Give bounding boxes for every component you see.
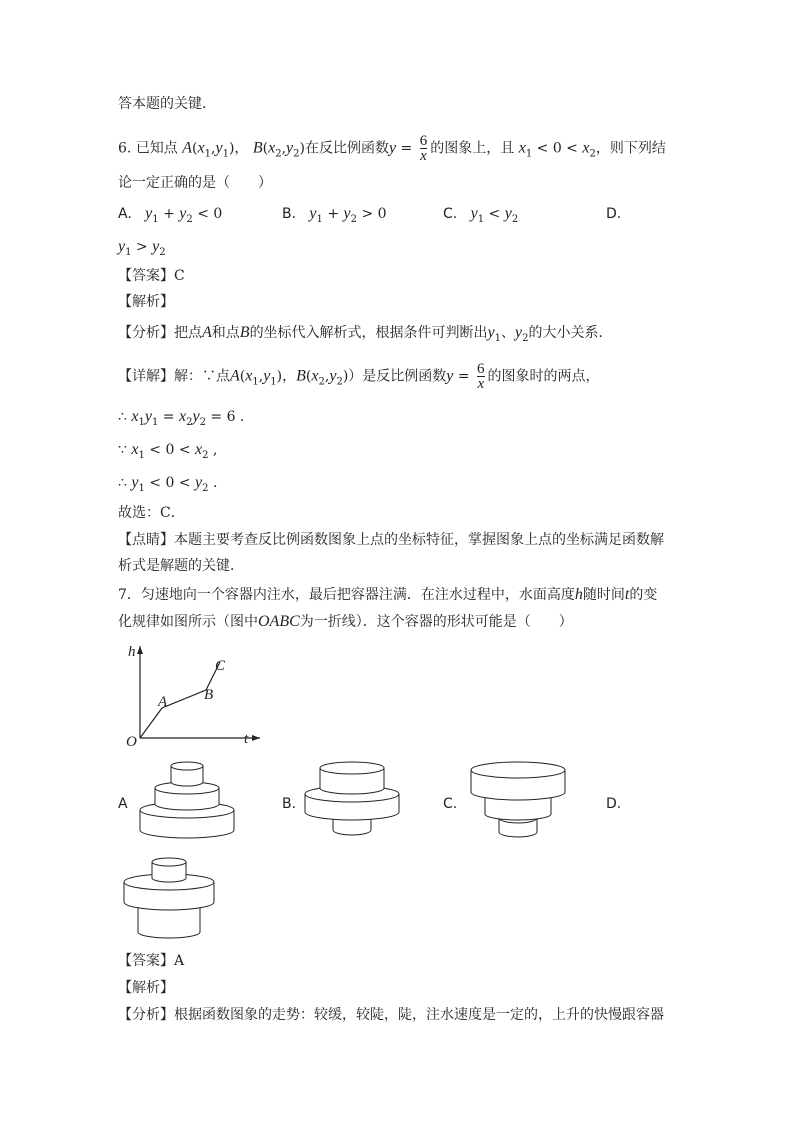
q7-option-c-label: C. [443, 796, 458, 812]
fraction-6-over-x-2: $\frac{6}{x}$ [477, 361, 485, 392]
container-option-d [120, 856, 220, 946]
q6-xiangjie: 【详解】解：∵点$A(x_1,y_1)$，$B(x_2,y_2)$）是反比例函数y = $\frac{6}{x}$ 的图象时的两点， [118, 361, 600, 392]
q7-option-d-label: D. [606, 796, 622, 812]
q7-stem-line2: 化规律如图所示（图中OABC为一折线）．这个容器的形状可能是（ ） [118, 613, 573, 630]
q6-option-d-content: $y_1 > y_2$ [118, 238, 166, 258]
water-height-graph [120, 640, 270, 748]
q6-option-a: A. $y_1 + y_2 < 0$ [118, 205, 223, 225]
container-option-b [303, 758, 403, 848]
q6-option-d: D. [606, 206, 622, 222]
q6-dianjing-2: 析式是解题的关键． [118, 558, 244, 574]
prev-answer-line: 答本题的关键． [118, 96, 216, 112]
graph-label-c: C [215, 658, 226, 674]
graph-label-t: t [244, 731, 249, 747]
q6-jiexi: 【解析】 [118, 294, 174, 310]
q7-stem-line1: 7．匀速地向一个容器内注水，最后把容器注满．在注水过程中，水面高度h随时间t的变 [118, 586, 658, 603]
q6-fenxi: 【分析】把点A和点B的坐标代入解析式，根据条件可判断出$y_1$、$y_2$的大小关系． [118, 324, 613, 344]
q6-option-c: C. $y_1 < y_2$ [443, 205, 519, 225]
graph-label-a: A [158, 694, 168, 710]
q7-option-a-label: A [118, 796, 128, 812]
q6-answer: 【答案】C [118, 268, 185, 284]
q6-guxuan: 故选：C． [118, 505, 185, 521]
q6-stem-line2: 论一定正确的是（ ） [118, 175, 272, 191]
q7-fenxi: 【分析】根据函数图象的走势：较缓，较陡，陡，注水速度是一定的，上升的快慢跟容器 [118, 1007, 664, 1023]
graph-label-b: B [204, 687, 214, 703]
q7-jiexi: 【解析】 [118, 980, 174, 996]
graph-label-h: h [128, 644, 136, 660]
q6-dianjing-1: 【点睛】本题主要考查反比例函数图象上点的坐标特征，掌握图象上点的坐标满足函数解 [118, 532, 664, 548]
container-option-c [469, 758, 569, 848]
q6-option-b: B. $y_1 + y_2 > 0$ [282, 205, 387, 225]
q6-step2: ∵ $x_1 < 0 < x_2$ , [118, 441, 218, 461]
q7-option-b-label: B. [282, 796, 297, 812]
q7-answer: 【答案】A [118, 953, 185, 969]
q6-step3: ∴ $y_1 < 0 < y_2$ . [118, 474, 218, 494]
fraction-6-over-x: $\frac{6}{x}$ [419, 133, 428, 164]
graph-label-o: O [126, 734, 137, 748]
q6-step1: ∴ $x_1y_1 = x_2y_2 = 6$ . [118, 408, 245, 428]
q6-stem-line1: 6. 已知点 $A(x_1,y_1)$， $B(x_2,y_2)$在反比例函数y = $\frac{6}{x}$ 的图象上，且 $x_1 < 0 < x_2$，则下列结 [118, 133, 666, 164]
container-option-a [138, 758, 238, 848]
